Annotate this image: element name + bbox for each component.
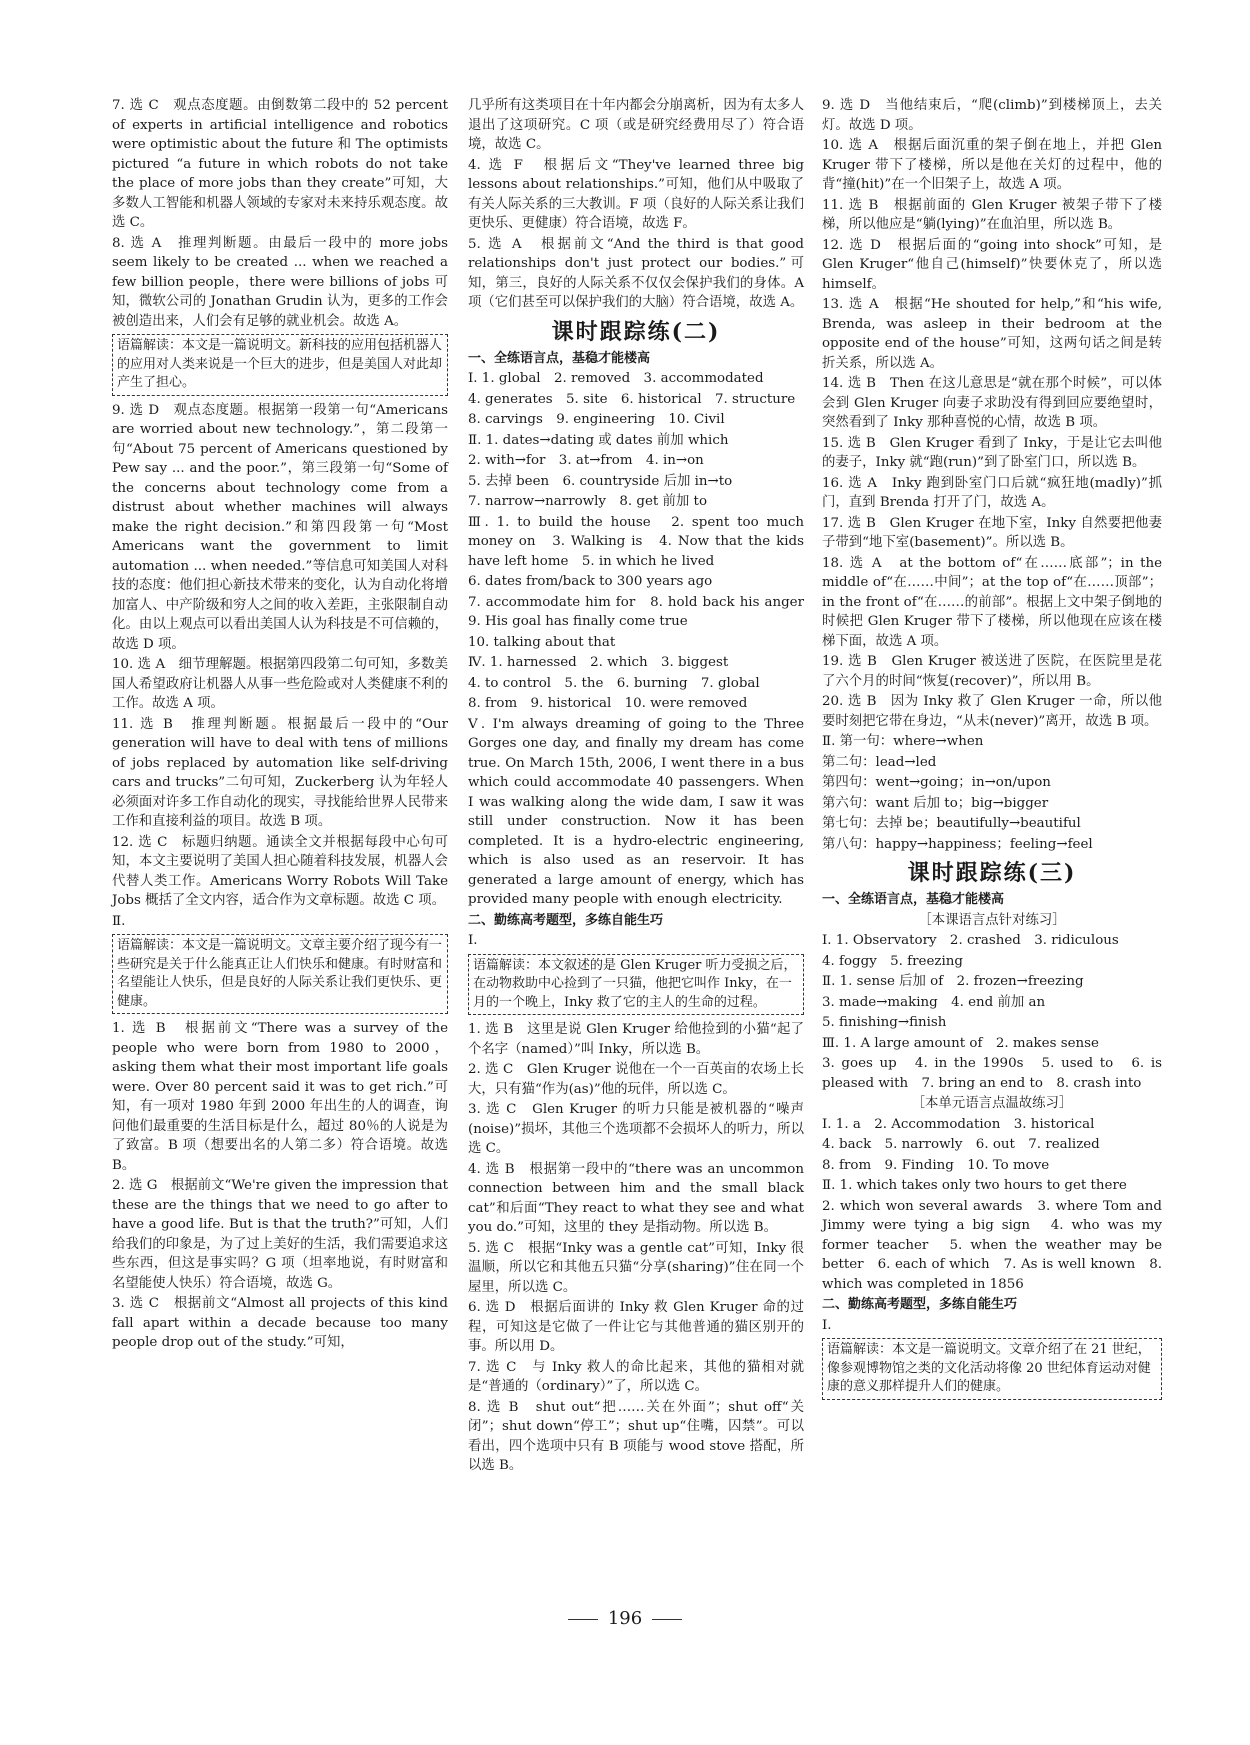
passage-note-box: 语篇解读：本文是一篇说明文。文章介绍了在 21 世纪，像参观博物馆之类的文化活动将像 20 世纪体育运动对健康的意义那样提升人们的健康。 xyxy=(822,1338,1162,1400)
answer-line: 第六句：want 后加 to；big→bigger xyxy=(822,795,1049,811)
answer-line: 第八句：happy→happiness；feeling→feel xyxy=(822,836,1093,852)
answer-line: 第七句：去掉 be；beautifully→beautiful xyxy=(822,816,1081,831)
section-title: 课时跟踪练(三) xyxy=(907,860,1077,886)
answer-item: 18. 选 A at the bottom of“在……底部”；in the middle of“在……中间”；at the top of“在……顶部”；in the front of“在……的前部”。根据上文中架子倒地的时候把 Glen Kruger 带下了楼梯，所以他现在应该在楼梯下面，故选 A 项。 xyxy=(822,555,1162,649)
answer-item: 几乎所有这类项目在十年内都会分崩离析，因为有太多人退出了这项研究。C 项（或是研究经费用尽了）符合语境，故选 C。 xyxy=(468,98,804,152)
answer-line: 4. foggy 5. freezing xyxy=(822,953,963,969)
answer-item: 9. 选 D 当他结束后，“爬(climb)”到楼梯顶上，去关灯。故选 D 项。 xyxy=(822,98,1162,133)
answer-item: 5. 选 A 根据前文“And the third is that good relationships don't just protect our bodies.”可知，第三，良好的人际关系不仅仅会保护我们的身体。A 项（它们甚至可以保护我们的大脑）符合语境，故选 A。 xyxy=(468,236,804,310)
answer-line: Ⅱ. 第一句：where→when xyxy=(822,734,984,749)
answer-item: 2. 选 C Glen Kruger 说他在一个一百英亩的农场上长大，只有猫“作为(as)”他的玩伴，所以选 C。 xyxy=(468,1062,804,1097)
answer-item: 10. 选 A 细节理解题。根据第四段第二句可知，多数美国人希望政府让机器人从事一些危险或对人类健康不利的工作。故选 A 项。 xyxy=(112,657,448,711)
footer-dash-right xyxy=(652,1619,682,1620)
footer-dash-left xyxy=(568,1619,598,1620)
answer-item: 17. 选 B Glen Kruger 在地下室，Inky 自然要把他妻子带到“地下室(basement)”。所以选 B。 xyxy=(822,515,1162,550)
section-title: 课时跟踪练(二) xyxy=(551,318,721,345)
answer-item: 3. 选 C Glen Kruger 的听力只能是被机器的“噪声(noise)”损坏，其他三个选项都不会损坏人的听力，所以选 C。 xyxy=(468,1102,804,1156)
answer-line: Ⅱ. 1. dates→dating 或 dates 前加 which xyxy=(468,432,729,448)
bracket-note: ［本课语言点针对练习］ xyxy=(918,912,1066,928)
answer-line: Ⅲ. 1. A large amount of 2. makes sense xyxy=(822,1035,1099,1051)
column-left xyxy=(112,96,448,1354)
answer-item: 8. 选 A 推理判断题。由最后一段中的 more jobs seem likely to be created ... when we reached a few billion people，there were billions of jobs 可知，微软公司的 Jonathan Grudin 认为，更多的工作会被创造出来，人们会有足够的就业机会。故选 A。 xyxy=(112,235,448,329)
answer-item: 15. 选 B Glen Kruger 看到了 Inky，于是让它去叫他的妻子，Inky 就“跑(run)”到了卧室门口，所以选 B。 xyxy=(822,435,1162,470)
passage-note-box: 语篇解读：本文叙述的是 Glen Kruger 听力受损之后，在动物救助中心捡到了一只猫，他把它叫作 Inky，在一月的一个晚上，Inky 救了它的主人的生命的过程。 xyxy=(468,954,804,1016)
answer-line: 8. carvings 9. engineering 10. Civil xyxy=(468,412,725,427)
answer-line: 3. made→making 4. end 前加 an xyxy=(822,994,1046,1010)
column-right xyxy=(822,96,1162,1405)
answer-line: 8. from 9. historical 10. were removed xyxy=(468,696,748,711)
answer-item: 14. 选 B Then 在这儿意思是“就在那个时候”，可以体会到 Glen Kruger 向妻子求助没有得到回应要绝望时，突然看到了 Inky 那种喜悦的心情，故选 B 项。 xyxy=(822,376,1162,430)
part-numeral: Ⅰ. xyxy=(822,1317,832,1333)
answer-line: 8. from 9. Finding 10. To move xyxy=(822,1157,1050,1173)
part-numeral: Ⅱ. xyxy=(112,913,126,929)
subsection-heading: 一、全练语言点，基稳才能楼高 xyxy=(822,892,1005,907)
answer-line: 4. generates 5. site 6. historical 7. structure xyxy=(468,391,796,407)
answer-line: Ⅰ. 1. a 2. Accommodation 3. historical xyxy=(822,1116,1095,1132)
answer-line: Ⅰ. 1. Observatory 2. crashed 3. ridiculous xyxy=(822,933,1119,948)
answer-item: 3. 选 C 根据前文“Almost all projects of this kind fall apart within a decade because too many people drop out of the study.”可知， xyxy=(112,1296,448,1350)
answer-line: 7. accommodate him for 8. hold back his anger 9. His goal has finally come true xyxy=(468,594,818,629)
answer-item: 7. 选 C 观点态度题。由倒数第二段中的 52 percent of experts in artificial intelligence and robotics were optimistic about the future 和 The optimists pictured “a future in which robots do not take the place of more jobs than they create”可知，大多数人工智能和机器人领域的专家对未来持乐观态度。故选 C。 xyxy=(112,98,448,230)
answer-line: 10. talking about that xyxy=(468,634,616,650)
answer-item: 4. 选 B 根据第一段中的“there was an uncommon connection between him and the small black cat”和后面“They react to what they see and what you do.”可知，这里的 they 是指动物。所以选 B。 xyxy=(468,1161,804,1235)
answer-line: 6. dates from/back to 300 years ago xyxy=(468,574,713,589)
answer-line: 4. to control 5. the 6. burning 7. global xyxy=(468,675,760,691)
part-numeral: Ⅰ. xyxy=(468,933,478,948)
answer-line: 5. finishing→finish xyxy=(822,1015,947,1030)
answer-line: Ⅴ. I'm always dreaming of going to the Three Gorges one day, and finally my dream has come true. On March 15th, 2006, I went there in a bus which could accommodate 40 passengers. When I was walking along the wide dam, I saw it was still under construction. Now it has been completed. It is a hydro-electric engineering, which is also used as an reservoir. It has generated a large amount of energy, which has provided many people with enough electricity. xyxy=(468,716,804,907)
answer-item: 13. 选 A 根据“He shouted for help,”和“his wife, Brenda, was asleep in their bedroom at the opposite end of the house”可知，这两句话之间是转折关系，所以选 A。 xyxy=(822,297,1162,371)
subsection-heading: 二、勤练高考题型，多练自能生巧 xyxy=(468,912,664,928)
answer-item: 1. 选 B 这里是说 Glen Kruger 给他捡到的小猫“起了个名字（named）”叫 Inky，所以选 B。 xyxy=(468,1022,804,1057)
answer-item: 19. 选 B Glen Kruger 被送进了医院，在医院里是花了六个月的时间“恢复(recover)”，所以用 B。 xyxy=(822,654,1162,689)
answer-line: Ⅳ. 1. harnessed 2. which 3. biggest xyxy=(468,655,729,670)
answer-line: Ⅰ. 1. global 2. removed 3. accommodated xyxy=(468,371,764,386)
answer-line: 第四句：went→going；in→on/upon xyxy=(822,775,1051,790)
subsection-heading: 一、全练语言点，基稳才能楼高 xyxy=(468,350,651,366)
answer-item: 12. 选 D 根据后面的“going into shock”可知，是 Glen Kruger“他自己(himself)”快要休克了，所以选 himself。 xyxy=(822,237,1162,292)
passage-note-box: 语篇解读：本文是一篇说明文。新科技的应用包括机器人的应用对人类来说是一个巨大的进步，但是美国人对此却产生了担心。 xyxy=(112,334,448,396)
answer-item: 9. 选 D 观点态度题。根据第一段第一句“Americans are worried about new technology.”，第二段第一句“About 75 percent of Americans questioned by Pew say ... and the poor.”，第三段第一句“Some of the concerns about technology come from a distrust about whether machines will always make the right decision.”和第四段第一句“Most Americans want the government to limit automation ... when needed.”等信息可知美国人对科技的态度：他们担心新技术带来的变化，认为自动化将增加富人、中产阶级和穷人之间的收入差距，主张限制自动化。由以上观点可以看出美国人认为科技是不可信赖的，故选 D 项。 xyxy=(112,402,448,652)
answer-item: 12. 选 C 标题归纳题。通读全文并根据每段中心句可知，本文主要说明了美国人担心随着科技发展，机器人会代替人类工作。Americans Worry Robots Will Take Jobs 概括了全文内容，适合作为文章标题。故选 C 项。 xyxy=(112,834,448,908)
answer-line: 第二句：lead→led xyxy=(822,754,937,770)
answer-item: 16. 选 A Inky 跑到卧室门口后就“疯狂地(madly)”抓门，直到 Brenda 打开了门，故选 A。 xyxy=(822,475,1162,510)
answer-line: Ⅱ. 1. sense 后加 of 2. frozen→freezing xyxy=(822,974,1084,989)
answer-item: 1. 选 B 根据前文“There was a survey of the people who were born from 1980 to 2000，asking them what their most important life goals were. Over 80 percent said it was to get rich.”可知，有一项对 1980 年到 2000 年出生的人的调查，询问他们最重要的生活目标是什么，超过 80％的人说是为了致富。B 项（想要出名的人第二多）符合语境。故选 B。 xyxy=(112,1021,448,1173)
answer-item: 11. 选 B 根据前面的 Glen Kruger 被架子带下了楼梯，所以他应是“躺(lying)”在血泊里，所以选 B。 xyxy=(822,197,1162,232)
answer-item: 8. 选 B shut out“把……关在外面”；shut off“关闭”；shut down“停工”；shut up“住嘴，囚禁”。可以看出，四个选项中只有 B 项能与 wood stove 搭配，所以选 B。 xyxy=(468,1399,804,1473)
answer-item: 7. 选 C 与 Inky 救人的命比起来，其他的猫相对就是“普通的（ordinary）”了，所以选 C。 xyxy=(468,1359,804,1394)
answer-line: Ⅱ. 1. which takes only two hours to get there xyxy=(822,1178,1127,1193)
passage-note-box: 语篇解读：本文是一篇说明文。文章主要介绍了现今有一些研究是关于什么能真正让人们快乐和健康。有时财富和名望能让人快乐，但是良好的人际关系让我们更快乐、更健康。 xyxy=(112,934,448,1014)
answer-line: 3. goes up 4. in the 1990s 5. used to 6. is pleased with 7. bring an end to 8. crash into xyxy=(822,1056,1162,1091)
answer-line: Ⅲ. 1. to build the house 2. spent too much money on 3. Walking is 4. Now that the kids have left home 5. in which he lived xyxy=(468,514,804,569)
answer-item: 4. 选 F 根据后文“They've learned three big lessons about relationships.”可知，他们从中吸取了有关人际关系的三大教训。F 项（良好的人际关系让我们更快乐、更健康）符合语境，故选 F。 xyxy=(468,157,804,231)
answer-line: 4. back 5. narrowly 6. out 7. realized xyxy=(822,1137,1100,1152)
page-number: 196 xyxy=(607,1608,643,1629)
answer-item: 10. 选 A 根据后面沉重的架子倒在地上，并把 Glen Kruger 带下了楼梯，所以是他在关灯的过程中，他的背“撞(hit)”在一个旧架子上，故选 A 项。 xyxy=(822,138,1162,192)
answer-item: 5. 选 C 根据“Inky was a gentle cat”可知，Inky 很温顺，所以它和其他五只猫“分享(sharing)”住在同一个屋里，所以选 C。 xyxy=(468,1240,804,1295)
bracket-note: ［本单元语言点温故练习］ xyxy=(911,1096,1073,1111)
answer-line: 2. which won several awards 3. where Tom and Jimmy were tying a big sign 4. who was my former teacher 5. when the weather may be better 6. each of which 7. As is well known 8. which was completed in 1856 xyxy=(822,1198,1162,1292)
subsection-heading: 二、勤练高考题型，多练自能生巧 xyxy=(822,1297,1018,1312)
answer-line: 2. with→for 3. at→from 4. in→on xyxy=(468,453,704,468)
column-middle xyxy=(468,96,818,1477)
answer-item: 20. 选 B 因为 Inky 救了 Glen Kruger 一命，所以他要时刻把它带在身边，“从未(never)”离开，故选 B 项。 xyxy=(822,694,1162,729)
answer-item: 2. 选 G 根据前文“We're given the impression that these are the things that we need to go after to have a good life. But is that the truth?”可知，人们给我们的印象是，为了过上美好的生活，我们需要追求这些东西，但这是事实吗？G 项（坦率地说，有时财富和名望能使人快乐）符合语境，故选 G。 xyxy=(112,1178,448,1291)
answer-line: 7. narrow→narrowly 8. get 前加 to xyxy=(468,494,708,509)
answer-item: 11. 选 B 推理判断题。根据最后一段中的“Our generation will have to deal with tens of millions of jobs replaced by automation like self-driving cars and trucks”二句可知，Zuckerberg 认为年轻人必须面对许多工作自动化的现实，寻找能给世界人民带来工作和直接利益的项目。故选 B 项。 xyxy=(112,716,448,829)
answer-item: 6. 选 D 根据后面讲的 Inky 救 Glen Kruger 命的过程，可知这是它做了一件让它与其他普通的猫区别开的事。所以用 D。 xyxy=(468,1300,804,1354)
page-footer xyxy=(0,1607,1250,1631)
answer-line: 5. 去掉 been 6. countryside 后加 in→to xyxy=(468,473,733,489)
